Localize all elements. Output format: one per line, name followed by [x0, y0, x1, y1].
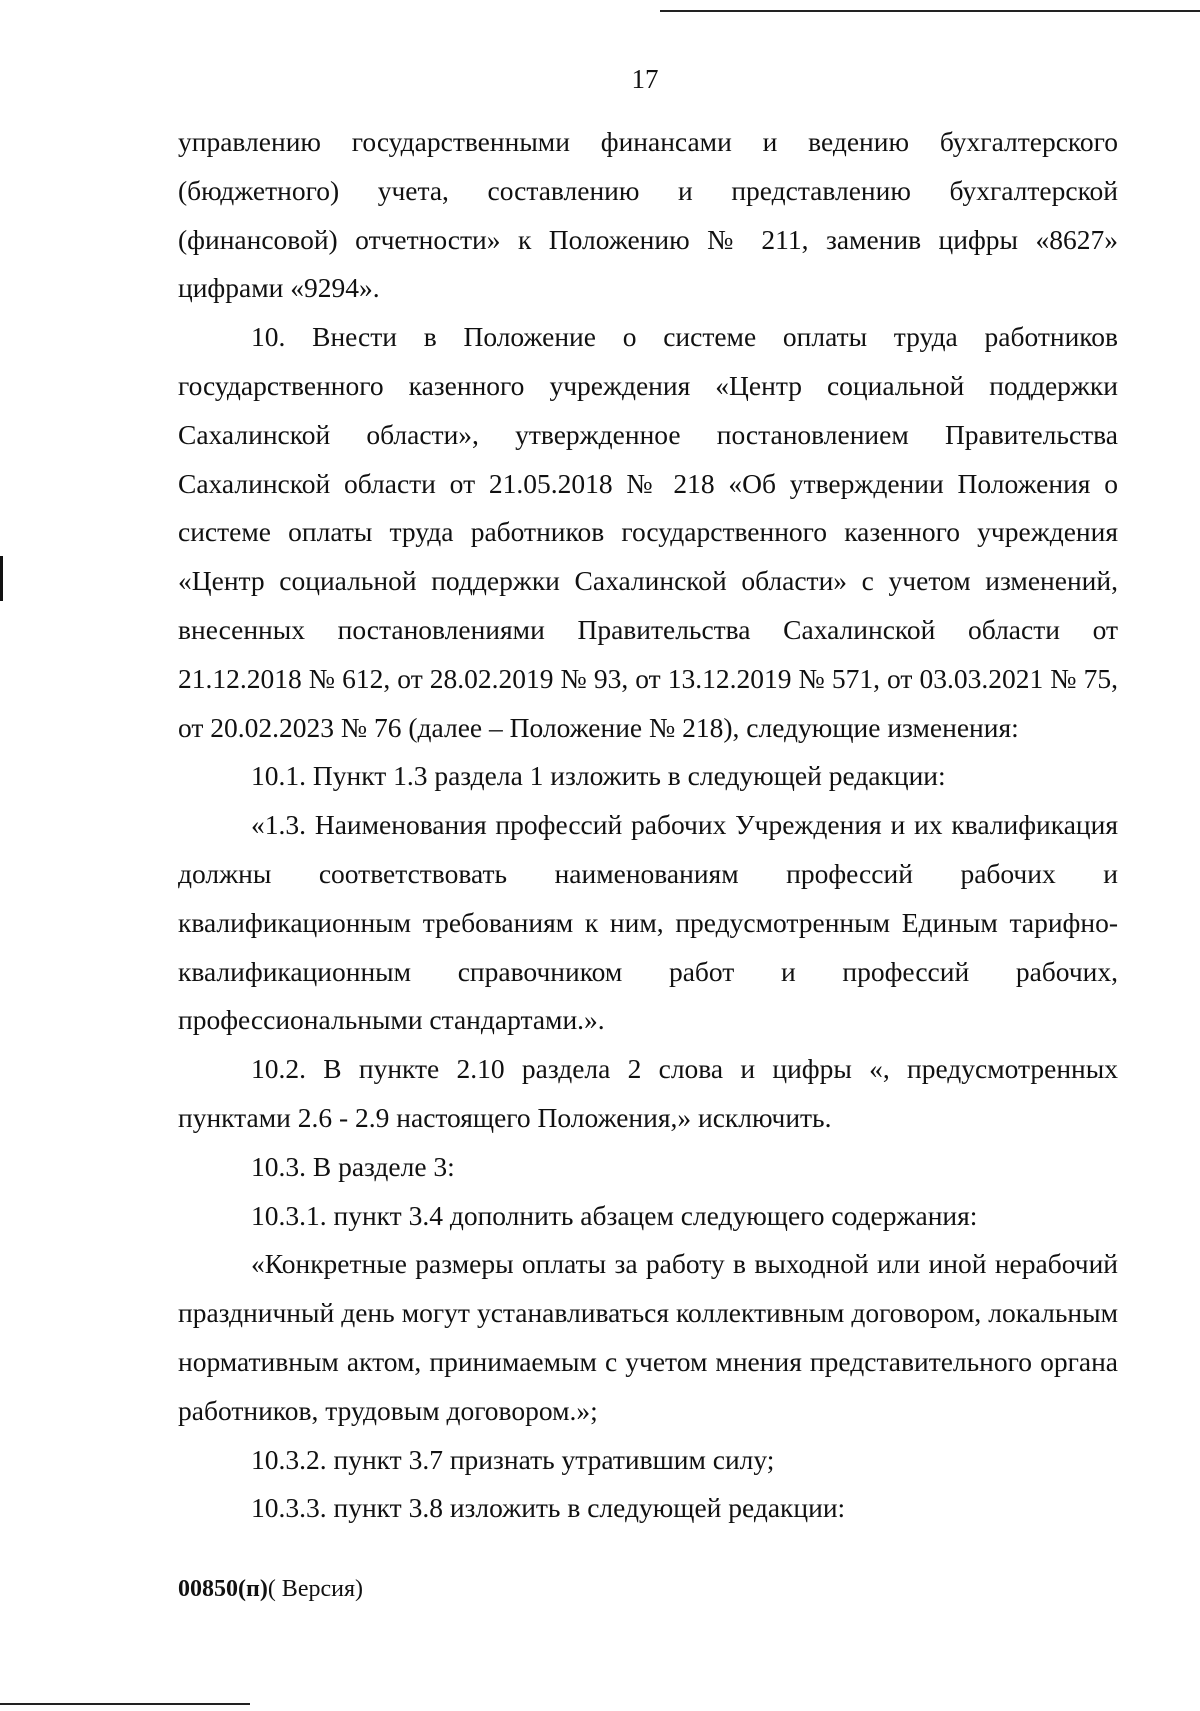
- paragraph-quote-1-3: «1.3. Наименования профессий рабочих Учреждения и их квалификация должны соответствовать наименованиям профессий рабочих и квалификационным требованиям к ним, предусмотренным Единым тарифно-квалификационным справочником работ и профессий рабочих, профессиональными стандартами.».: [178, 809, 1118, 1036]
- document-footer: [178, 1576, 363, 1603]
- top-edge-line: [660, 10, 1200, 12]
- bottom-edge-line: [0, 1703, 250, 1705]
- margin-mark: [0, 556, 3, 601]
- paragraph-item-10-3-3: 10.3.3. пункт 3.8 изложить в следующей редакции:: [251, 1492, 846, 1524]
- document-version: ( Версия): [267, 1576, 363, 1602]
- paragraph-item-10-2: 10.2. В пункте 2.10 раздела 2 слова и цифры «, предусмотренных пунктами 2.6 - 2.9 настоящего Положения,» исключить.: [178, 1053, 1118, 1133]
- paragraph-item-10-3-2: 10.3.2. пункт 3.7 признать утратившим силу;: [251, 1443, 775, 1475]
- paragraph-item-10-3-1: 10.3.1. пункт 3.4 дополнить абзацем следующего содержания:: [251, 1199, 978, 1231]
- paragraph-item-10-3: 10.3. В разделе 3:: [251, 1150, 455, 1182]
- document-body: [178, 118, 1118, 1533]
- paragraph-continuation: управлению государственными финансами и ведению бухгалтерского (бюджетного) учета, составлению и представлению бухгалтерской (финансовой) отчетности» к Положению № 211, заменив цифры «8627» цифрами «9294».: [178, 126, 1118, 304]
- page-number: 17: [631, 64, 659, 94]
- paragraph-item-10: 10. Внести в Положение о системе оплаты труда работников государственного казенного учреждения «Центр социальной поддержки Сахалинской области», утвержденное постановлением Правительства Сахалинской области от 21.05.2018 № 218 «Об утверждении Положения о системе оплаты труда работников государственного казенного учреждения «Центр социальной поддержки Сахалинской области» с учетом изменений, внесенных постановлениями Правительства Сахалинской области от 21.12.2018 № 612, от 28.02.2019 № 93, от 13.12.2019 № 571, от 03.03.2021 № 75, от 20.02.2023 № 76 (далее – Положение № 218), следующие изменения:: [178, 321, 1118, 743]
- paragraph-item-10-1: 10.1. Пункт 1.3 раздела 1 изложить в следующей редакции:: [251, 760, 946, 792]
- document-code: 00850(п): [178, 1576, 268, 1602]
- paragraph-quote-3-4: «Конкретные размеры оплаты за работу в выходной или иной нерабочий праздничный день могут устанавливаться коллективным договором, локальным нормативным актом, принимаемым с учетом мнения представительного органа работников, трудовым договором.»;: [178, 1248, 1118, 1426]
